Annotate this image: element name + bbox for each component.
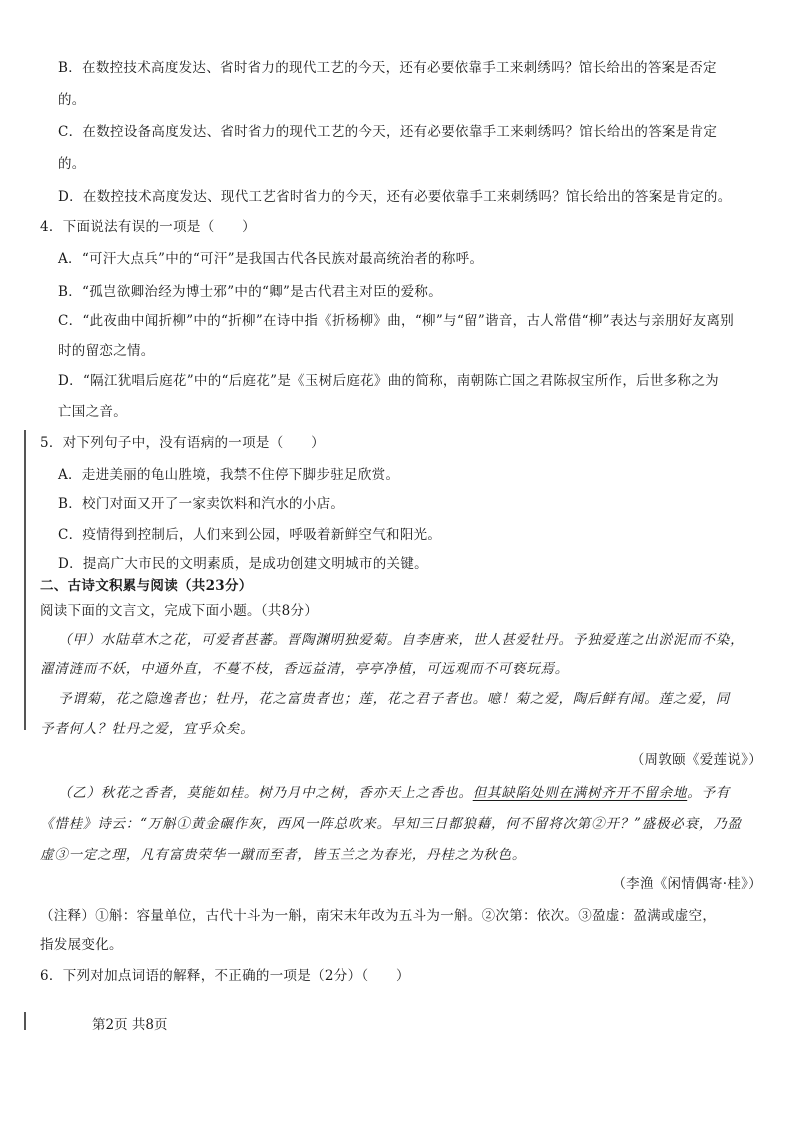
- option-b-line2: 的。: [58, 92, 86, 108]
- section-heading: 二、古诗文积累与阅读（共23分）: [40, 578, 253, 594]
- passage-jia-line3: 予谓菊，花之隐逸者也；牡丹，花之富贵者也；莲，花之君子者也。噫！菊之爱，陶后鲜有闻。莲之爱，同: [58, 691, 731, 707]
- binding-margin-mark: [24, 1012, 26, 1030]
- q6-stem: 6．下列对加点词语的解释，不正确的一项是（2分）（ ）: [40, 968, 410, 984]
- passage-yi-line2: 《惜桂》诗云：“万斛①黄金碾作灰，西风一阵总吹来。早知三日都狼藉，何不留将次第②开？”盛极必衰，乃盈: [40, 816, 742, 832]
- option-b-line1: B．在数控技术高度发达、省时省力的现代工艺的今天，还有必要依靠手工来刺绣吗？馆长给出的答案是否定: [58, 60, 717, 76]
- q4-option-b: B．“孤岂欲卿治经为博士邪”中的“卿”是古代君主对臣的爱称。: [58, 284, 443, 300]
- page-number: 第2页 共8页: [92, 1017, 168, 1033]
- passage-yi-source: （李渔《闲情偶寄·桂》）: [612, 876, 762, 892]
- q5-option-d: D．提高广大市民的文明素质，是成功创建文明城市的关键。: [58, 556, 428, 572]
- q4-option-a: A．“可汗大点兵”中的“可汗”是我国古代各民族对最高统治者的称呼。: [58, 251, 484, 267]
- passage-yi-line3: 虚③一定之理，凡有富贵荣华一蹴而至者，皆玉兰之为春光，丹桂之为秋色。: [40, 847, 527, 863]
- q5-stem: 5．对下列句子中，没有语病的一项是（ ）: [40, 435, 325, 451]
- binding-margin-line: [24, 430, 26, 730]
- q4-option-c-line2: 时的留恋之情。: [58, 343, 155, 359]
- q5-option-c: C．疫情得到控制后，人们来到公园，呼吸着新鲜空气和阳光。: [58, 527, 442, 543]
- reading-instruction: 阅读下面的文言文，完成下面小题。（共8分）: [40, 603, 319, 619]
- q4-option-c-line1: C．“此夜曲中闻折柳”中的“折柳”在诗中指《折杨柳》曲，“柳”与“留”谐音，古人常借“柳”表达与亲朋好友离别: [58, 313, 735, 329]
- option-c-line2: 的。: [58, 156, 86, 172]
- option-c-line1: C．在数控设备高度发达、省时省力的现代工艺的今天，还有必要依靠手工来刺绣吗？馆长给出的答案是肯定: [58, 124, 718, 140]
- passage-jia-source: （周敦颐《爱莲说》）: [630, 752, 762, 768]
- passage-jia-line2: 濯清涟而不妖，中通外直，不蔓不枝，香远益清，亭亭净植，可远观而不可亵玩焉。: [40, 661, 570, 677]
- option-d-line1: D．在数控技术高度发达、现代工艺省时省力的今天，还有必要依靠手工来刺绣吗？馆长给出的答案是肯定的。: [58, 189, 732, 205]
- passage-yi-line1: [58, 783, 730, 803]
- q5-option-a: A．走进美丽的龟山胜境，我禁不住停下脚步驻足欣赏。: [58, 467, 400, 483]
- passage-yi-line1-post: 。予有: [687, 785, 731, 801]
- q4-option-d-line2: 亡国之音。: [58, 404, 127, 420]
- passage-yi-line1-pre: （乙）秋花之香者，莫能如桂。树乃月中之树，香亦天上之香也。: [58, 785, 473, 801]
- passage-jia-line1: （甲）水陆草木之花，可爱者甚蕃。晋陶渊明独爱菊。自李唐来，世人甚爱牡丹。予独爱莲之出淤泥而不染，: [58, 632, 745, 648]
- passage-yi-underlined-sentence: 但其缺陷处则在满树齐开不留余地: [472, 785, 688, 801]
- q4-option-d-line1: D．“隔江犹唱后庭花”中的“后庭花”是《玉树后庭花》曲的简称，南朝陈亡国之君陈叔宝所作，后世多称之为: [58, 373, 719, 389]
- q5-option-b: B．校门对面又开了一家卖饮料和汽水的小店。: [58, 496, 345, 512]
- passage-jia-line4: 予者何人？牡丹之爱，宜乎众矣。: [40, 721, 255, 737]
- annotation-line2: 指发展变化。: [40, 937, 123, 953]
- q4-stem: 4．下面说法有误的一项是（ ）: [40, 219, 256, 235]
- annotation-line1: （注释）①斛：容量单位，古代十斗为一斛，南宋末年改为五斗为一斛。②次第：依次。③盈虚：盈满或虚空，: [40, 908, 717, 924]
